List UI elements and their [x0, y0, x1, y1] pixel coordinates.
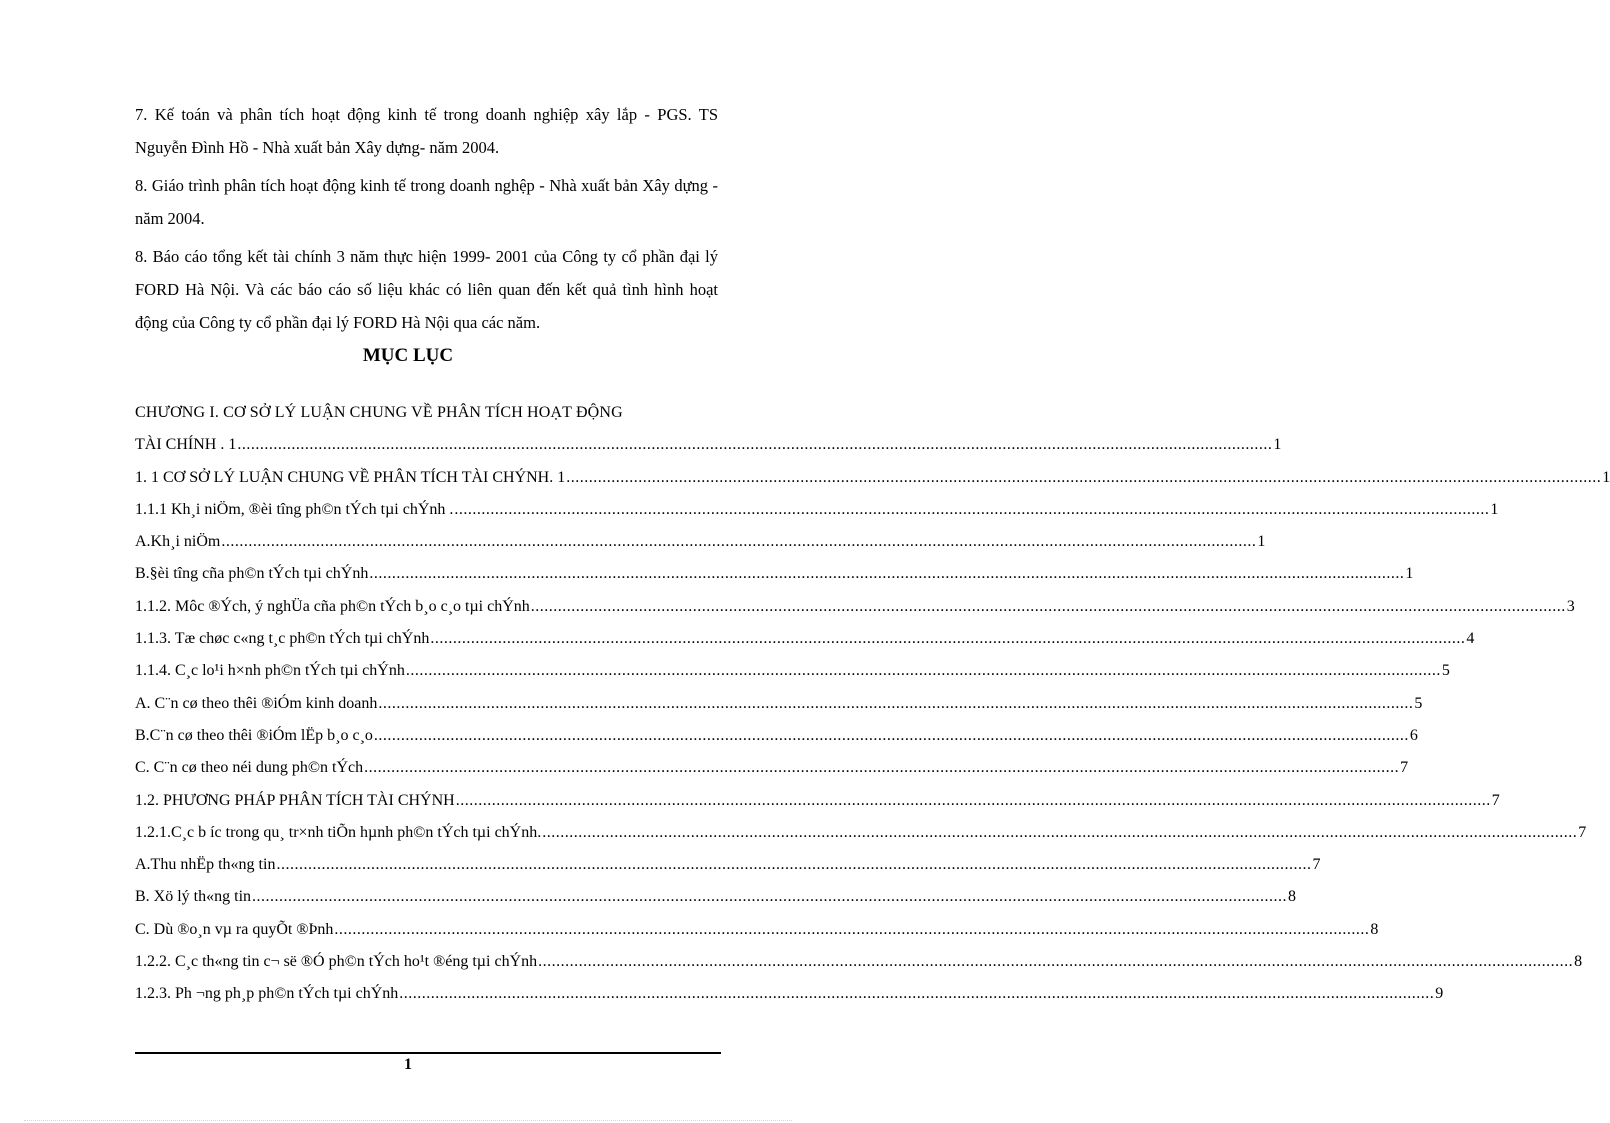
reference-item: 8. Giáo trình phân tích hoạt động kinh tế trong doanh nghệp - Nhà xuất bản Xây dựng - năm 2004.	[135, 176, 718, 228]
reference-item: 7. Kế toán và phân tích hoạt động kinh tế trong doanh nghiệp xây lắp - PGS. TS Nguyễn Đình Hồ - Nhà xuất bản Xây dựng- năm 2004.	[135, 105, 718, 157]
toc-entry[interactable]	[135, 397, 1282, 462]
toc-entry[interactable]	[135, 946, 1583, 978]
toc-page-number: 1	[1257, 533, 1266, 551]
toc-page-number: 7	[1312, 856, 1321, 874]
toc-page-number: 3	[1566, 597, 1575, 615]
toc-leader	[237, 429, 1272, 461]
toc-entry[interactable]	[135, 914, 1379, 946]
toc-entry[interactable]	[135, 881, 1297, 913]
toc-entry-text: C. Dù ®o¸n vµ ra quyÕt ®Þnh	[135, 920, 334, 938]
toc-entry-text: A. C¨n cø theo thêi ®iÓm kinh doanh	[135, 694, 378, 712]
toc-leader	[399, 978, 1434, 1010]
toc-page-number: 8	[1370, 920, 1379, 938]
toc-leader	[334, 914, 1369, 946]
toc-entry[interactable]	[135, 494, 1499, 526]
toc-page-number: 5	[1441, 662, 1450, 680]
toc-leader	[374, 720, 1409, 752]
toc-entry[interactable]	[135, 688, 1423, 720]
toc-entry[interactable]	[135, 785, 1500, 817]
toc-page-number: 7	[1400, 759, 1409, 777]
toc-page-number: 8	[1574, 953, 1583, 971]
toc-entry[interactable]	[135, 655, 1450, 687]
toc-page-number: 7	[1578, 823, 1587, 841]
toc-page-number: 7	[1491, 791, 1500, 809]
toc-entry-text: B.§èi tîng cña ph©n tÝch tµi chÝnh	[135, 565, 369, 583]
toc-entry-text: 1.1.2. Môc ®Ých, ý nghÜa cña ph©n tÝch b¸o c¸o tµi chÝnh	[135, 597, 530, 615]
toc-leader	[531, 591, 1566, 623]
toc-leader	[221, 526, 1256, 558]
toc-page-number: 1	[1602, 468, 1610, 486]
toc-page-number: 8	[1288, 888, 1297, 906]
toc-entry[interactable]	[135, 849, 1321, 881]
toc-leader	[542, 817, 1577, 849]
toc-entry[interactable]	[135, 978, 1444, 1010]
toc-leader	[369, 558, 1404, 590]
toc-page-number: 6	[1409, 726, 1418, 744]
toc-entry[interactable]	[135, 720, 1418, 752]
toc-entry[interactable]	[135, 591, 1575, 623]
toc-page-number: 5	[1414, 694, 1423, 712]
toc-leader	[454, 494, 1489, 526]
toc-leader	[406, 655, 1441, 687]
toc-entry-text: 1.2.2. C¸c th«ng tin c¬ së ®Ó ph©n tÝch ho¹t ®éng tµi chÝnh	[135, 953, 538, 971]
toc-leader	[252, 881, 1287, 913]
toc-entry-text: A.Thu nhËp th«ng tin	[135, 856, 276, 874]
toc-entry[interactable]	[135, 558, 1414, 590]
page-edge-dotted-line	[24, 1120, 792, 1121]
toc-entry-text: C. C¨n cø theo néi dung ph©n tÝch	[135, 759, 364, 777]
toc-entry[interactable]	[135, 752, 1409, 784]
toc-entry-text: 1.1.4. C¸c lo¹i h×nh ph©n tÝch tµi chÝnh	[135, 662, 405, 680]
toc-entry-text: 1.2. PHƯƠNG PHÁP PHÂN TÍCH TÀI CHÝNH	[135, 791, 455, 809]
reference-item: 8. Báo cáo tổng kết tài chính 3 năm thực hiện 1999- 2001 của Công ty cổ phần đại lý FORD Hà Nội. Và các báo cáo số liệu khác có liên quan đến kết quả tình hình hoạt động của Công ty cổ phần đại lý FORD Hà Nội qua các năm.	[135, 247, 718, 332]
toc-entry-text: B. Xö lý th«ng tin	[135, 888, 252, 906]
toc-entry-text: 1.1.1 Kh¸i niÖm, ®èi tîng ph©n tÝch tµi chÝnh .	[135, 500, 454, 518]
page-number: 1	[404, 1056, 412, 1073]
toc-entry[interactable]	[135, 526, 1266, 558]
toc-leader	[430, 623, 1465, 655]
table-of-contents	[135, 397, 1610, 1011]
toc-leader	[364, 752, 1399, 784]
toc-leader	[456, 785, 1491, 817]
toc-page-number: 4	[1466, 630, 1475, 648]
toc-page-number: 1	[1273, 436, 1282, 454]
toc-entry[interactable]	[135, 462, 1610, 494]
toc-page-number: 1	[1490, 500, 1499, 518]
toc-page-number: 9	[1435, 985, 1444, 1003]
toc-leader	[566, 462, 1601, 494]
toc-entry[interactable]	[135, 623, 1475, 655]
toc-entry-text: 1. 1 CƠ SỞ LÝ LUẬN CHUNG VỀ PHÂN TÍCH TÀI CHÝNH. 1	[135, 468, 566, 486]
toc-entry-text: TÀI CHÍNH . 1	[135, 436, 237, 454]
toc-entry-text: A.Kh¸i niÖm	[135, 533, 221, 551]
toc-leader	[538, 946, 1573, 978]
toc-entry-text: 1.1.3. Tæ chøc c«ng t¸c ph©n tÝch tµi chÝnh	[135, 630, 430, 648]
toc-title: MỤC LỤC	[362, 345, 454, 366]
toc-entry-text: 1.2.1.C¸c b íc trong qu¸ tr×nh tiÕn hµnh ph©n tÝch tµi chÝnh.	[135, 823, 542, 841]
toc-leader	[378, 688, 1413, 720]
toc-page-number: 1	[1405, 565, 1414, 583]
toc-entry[interactable]	[135, 817, 1587, 849]
toc-entry-text-line1: CHƯƠNG I. CƠ SỞ LÝ LUẬN CHUNG VỀ PHÂN TÍCH HOẠT ĐỘNG	[135, 404, 623, 421]
toc-entry-text: 1.2.3. Ph ¬ng ph¸p ph©n tÝch tµi chÝnh	[135, 985, 399, 1003]
toc-leader	[276, 849, 1311, 881]
reference-list	[135, 98, 718, 344]
toc-entry-text: B.C¨n cø theo thêi ®iÓm lËp b¸o c¸o	[135, 726, 373, 744]
